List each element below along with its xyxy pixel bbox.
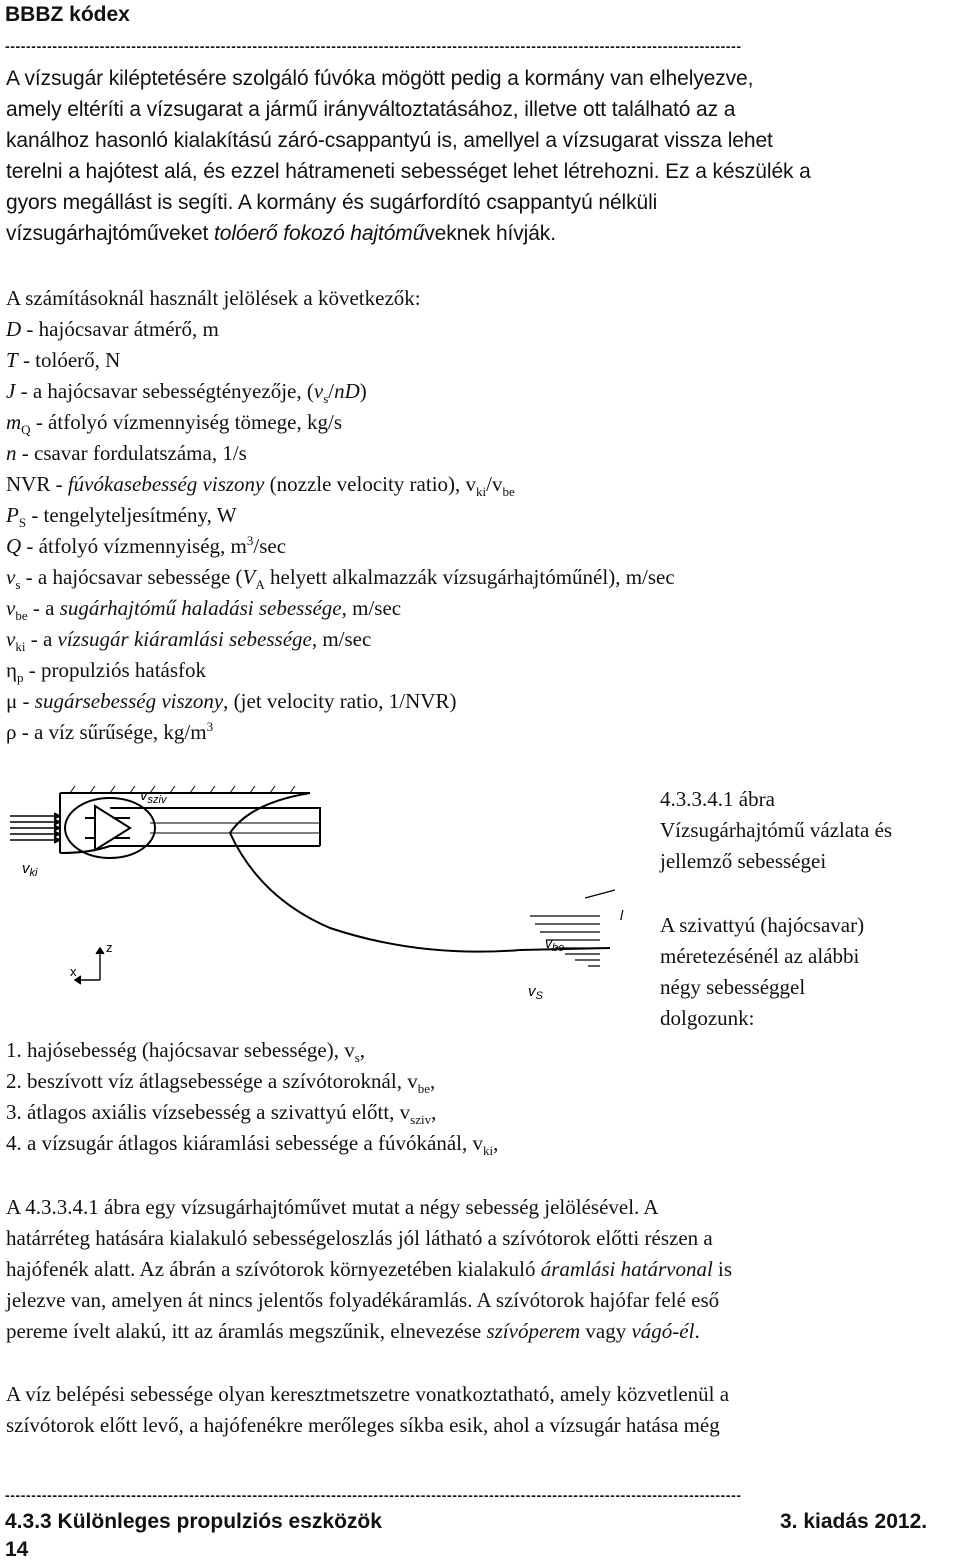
intro-line: amely eltéríti a vízsugarat a jármű irányváltoztatásához, illetve ott található az a: [6, 98, 736, 121]
desc: -: [17, 689, 35, 713]
notation-item: [6, 717, 675, 748]
desc: - csavar fordulatszáma, 1/s: [16, 441, 247, 465]
note-line: A szivattyú (hajócsavar): [660, 913, 865, 937]
label-z: z: [106, 940, 113, 955]
desc: - átfolyó vízmennyiség tömege, kg/s: [30, 410, 342, 434]
text: hajófenék alatt. Az ábrán a szívótorok környezetében kialakuló: [6, 1257, 541, 1281]
italic-term: szívóperem: [486, 1319, 581, 1343]
desc: ): [359, 379, 367, 403]
symbol: D: [6, 317, 22, 341]
symbol: V: [242, 565, 256, 589]
text: is: [712, 1257, 733, 1281]
notation-list: [6, 283, 675, 748]
desc: - átfolyó vízmennyiség, m: [21, 534, 247, 558]
desc: /sec: [253, 534, 287, 558]
text: 3. átlagos axiális vízsebesség a szivattyú előtt, v: [6, 1100, 411, 1124]
list-item: [6, 1128, 498, 1159]
footer-separator: --------------------------------------------------------------------------------------------------------------------------------------------: [5, 1487, 742, 1503]
footer-edition: 3. kiadás 2012.: [780, 1510, 928, 1533]
italic-term: sugárhajtómű haladási sebessége: [59, 596, 342, 620]
label-vbe: $v_{be}$: [545, 935, 565, 954]
label-vsziv: $v_{sziv}$: [140, 787, 167, 806]
text: .: [694, 1319, 700, 1343]
hull-outline: [60, 793, 610, 952]
symbol: v: [313, 379, 324, 403]
desc: - tengelyteljesítmény, W: [26, 503, 237, 527]
intro-paragraph: [6, 63, 811, 249]
list-item: [6, 1066, 498, 1097]
subscript: ki: [483, 1143, 494, 1159]
para-line: [6, 1316, 732, 1347]
subscript: be: [417, 1081, 430, 1097]
notation-item: [6, 531, 675, 562]
list-item: [6, 1035, 498, 1066]
note-line: dolgozunk:: [660, 1006, 755, 1030]
page-number: 14: [5, 1538, 29, 1561]
text: ,: [430, 1069, 436, 1093]
intro-line: terelni a hajótest alá, és ezzel hátrameneti sebességet lehet létrehozni. Ez a készülék a: [6, 160, 811, 183]
notation-item: [6, 655, 675, 686]
subscript: Q: [21, 422, 31, 438]
caption-line: Vízsugárhajtómű vázlata és: [660, 818, 893, 842]
label-vs: $v_S$: [528, 983, 543, 1002]
para-line: jelezve van, amelyen át nincs jelentős folyadékáramlás. A szívótorok hajófar felé eső: [6, 1288, 720, 1312]
subscript: ki: [15, 639, 26, 655]
symbol: ρ: [6, 720, 17, 744]
subscript: ki: [476, 484, 487, 500]
subscript: be: [15, 608, 28, 624]
document-title: BBBZ kódex: [5, 3, 130, 26]
symbol: v: [6, 627, 16, 651]
velocity-list: [6, 1035, 498, 1159]
note-line: négy sebességgel: [660, 975, 806, 999]
subscript: S: [18, 515, 27, 531]
caption-line: 4.3.3.4.1 ábra: [660, 787, 775, 811]
subscript: s: [15, 577, 21, 593]
symbol: Q: [6, 534, 22, 558]
desc: - hajócsavar átmérő, m: [21, 317, 219, 341]
text: ,: [431, 1100, 437, 1124]
note-line: méretezésénél az alábbi: [660, 944, 860, 968]
symbol: m: [6, 410, 22, 434]
subscript: p: [16, 670, 24, 686]
symbol: T: [6, 348, 18, 372]
symbol: nD: [334, 379, 360, 403]
symbol: J: [6, 379, 16, 403]
text: veknek hívják.: [424, 222, 556, 245]
desc: /: [328, 379, 335, 403]
para-line: határréteg hatására kialakuló sebességeloszlás jól látható a szívótorok előtti részen a: [6, 1226, 713, 1250]
waterjet-diagram: [0, 778, 650, 1018]
intro-line: [6, 218, 811, 249]
desc: - a hajócsavar sebességtényezője, (: [15, 379, 314, 403]
desc: helyett alkalmazzák vízsugárhajtóműnél), m/sec: [264, 565, 675, 589]
italic-term: fúvókasebesség viszony: [67, 472, 265, 496]
superscript: 3: [246, 533, 254, 548]
text: pereme ívelt alakú, itt az áramlás megszűnik, elnevezése: [6, 1319, 487, 1343]
desc: - a víz sűrűsége, kg/m: [16, 720, 207, 744]
figure-description-paragraph: [6, 1192, 732, 1347]
notation-heading: A számításoknál használt jelölések a következők:: [6, 286, 421, 310]
notation-item: [6, 500, 675, 531]
inlet-arrows: [10, 813, 60, 843]
symbol: v: [6, 565, 16, 589]
figure-note: [660, 910, 864, 1034]
intro-line: kanálhoz hasonló kialakítású záró-csappantyú is, amellyel a vízsugarat vissza lehet: [6, 129, 773, 152]
desc: /v: [486, 472, 503, 496]
desc: - a: [27, 596, 60, 620]
inlet-velocity-paragraph: [6, 1379, 729, 1441]
notation-item: [6, 624, 675, 655]
para-line: A víz belépési sebessége olyan keresztmetszetre vonatkoztatható, amely közvetlenül a: [6, 1382, 730, 1406]
notation-item: [6, 345, 675, 376]
symbol: μ: [6, 689, 18, 713]
notation-item: [6, 686, 675, 717]
footer-chapter: 4.3.3 Különleges propulziós eszközök: [5, 1510, 382, 1533]
para-line: szívótorok előtt levő, a hajófenékre merőleges síkba esik, ahol a vízsugár hatása még: [6, 1413, 720, 1437]
subscript: sziv: [410, 1112, 432, 1128]
coordinate-axes: [75, 948, 104, 984]
notation-item: [6, 438, 675, 469]
notation-item: [6, 407, 675, 438]
italic-term: vágó-él: [631, 1319, 695, 1343]
desc: , (jet velocity ratio, 1/NVR): [223, 689, 457, 713]
text: 4. a vízsugár átlagos kiáramlási sebessége a fúvókánál, v: [6, 1131, 484, 1155]
desc: , m/sec: [341, 596, 402, 620]
list-item: [6, 1097, 498, 1128]
hull-hatching: [70, 786, 295, 793]
subscript: A: [255, 577, 265, 593]
label-l: l: [620, 907, 624, 923]
desc: - propulziós hatásfok: [23, 658, 207, 682]
text: 1. hajósebesség (hajócsavar sebessége), v: [6, 1038, 355, 1062]
superscript: 3: [206, 719, 214, 734]
desc: - a: [25, 627, 58, 651]
notation-item: [6, 314, 675, 345]
notation-item: [6, 376, 675, 407]
notation-item: [6, 469, 675, 500]
intro-line: A vízsugár kiléptetésére szolgáló fúvóka mögött pedig a kormány van elhelyezve,: [6, 67, 754, 90]
symbol: P: [6, 503, 19, 527]
symbol: η: [6, 658, 17, 682]
header-separator: --------------------------------------------------------------------------------------------------------------------------------------------: [5, 38, 742, 54]
subscript: s: [323, 391, 329, 407]
symbol: v: [6, 596, 16, 620]
desc: - a hajócsavar sebessége (: [20, 565, 243, 589]
caption-line: jellemző sebességei: [660, 849, 827, 873]
label-vki: $v_{ki}$: [22, 860, 38, 879]
text: vagy: [580, 1319, 632, 1343]
intro-line: gyors megállást is segíti. A kormány és sugárfordító csappantyú nélküli: [6, 191, 658, 214]
text: ,: [359, 1038, 366, 1062]
italic-term: sugársebesség viszony: [34, 689, 224, 713]
notation-item: [6, 593, 675, 624]
italic-term: vízsugár kiáramlási sebessége: [57, 627, 312, 651]
text: vízsugárhajtóműveket: [6, 222, 215, 245]
label-x: x: [70, 964, 77, 979]
text: 2. beszívott víz átlagsebessége a szívótoroknál, v: [6, 1069, 418, 1093]
boundary-layer-arrows: [530, 890, 615, 966]
notation-item: [6, 562, 675, 593]
symbol: n: [6, 441, 17, 465]
subscript: be: [502, 484, 515, 500]
text: ,: [493, 1131, 499, 1155]
desc: NVR -: [6, 472, 68, 496]
subscript: s: [354, 1050, 360, 1066]
para-line: [6, 1254, 732, 1285]
desc: , m/sec: [311, 627, 372, 651]
italic-term: áramlási határvonal: [540, 1257, 713, 1281]
figure-caption: [660, 784, 892, 877]
desc: (nozzle velocity ratio), v: [264, 472, 477, 496]
desc: - tolóerő, N: [17, 348, 121, 372]
para-line: A 4.3.3.4.1 ábra egy vízsugárhajtóművet mutat a négy sebesség jelölésével. A: [6, 1195, 659, 1219]
italic-term: tolóerő fokozó hajtómű: [214, 222, 425, 245]
